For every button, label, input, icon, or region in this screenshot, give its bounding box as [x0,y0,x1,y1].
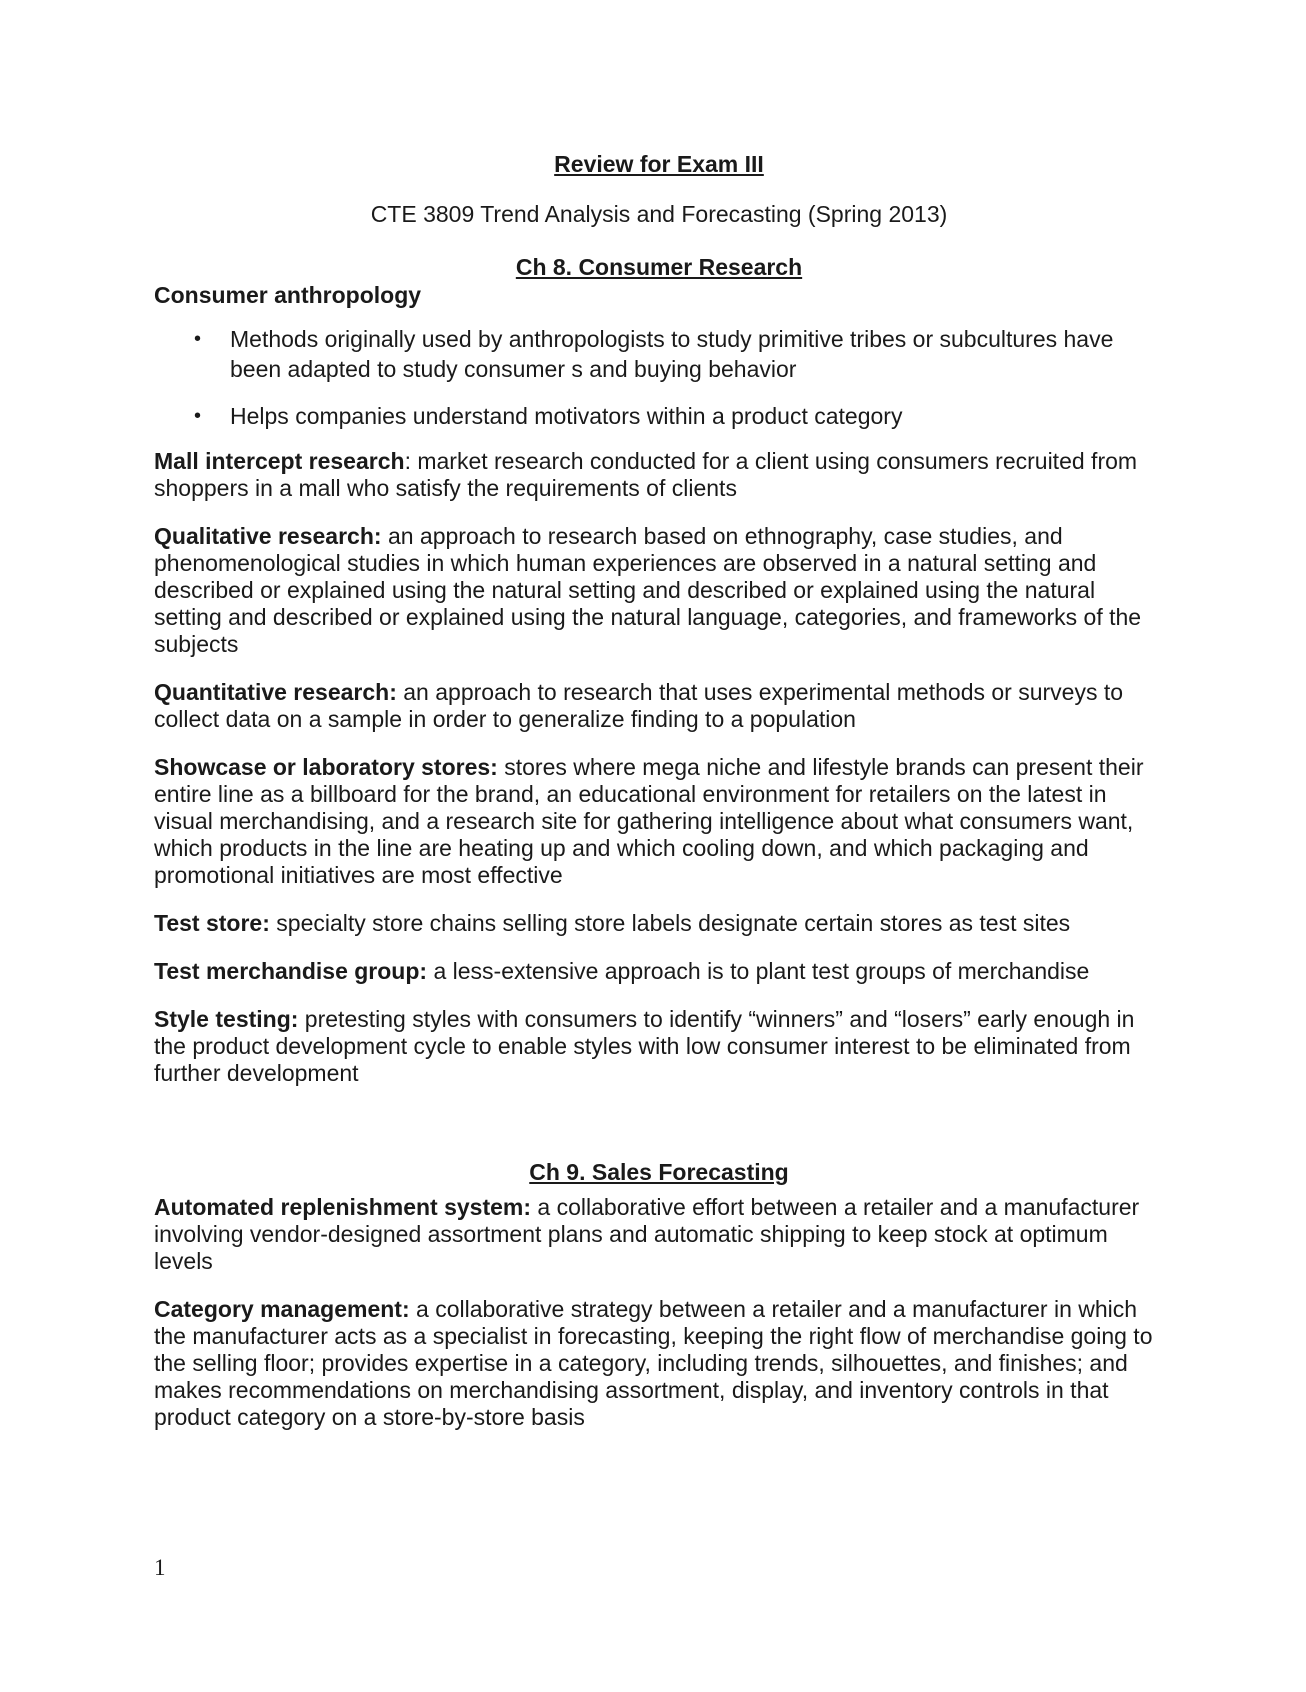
term-test-merchandise-group [154,958,1164,985]
document-title: Review for Exam III [554,151,764,177]
term-showcase-stores [154,754,1164,889]
document-content [154,150,1164,1452]
chapter-8-heading: Ch 8. Consumer Research [515,254,803,280]
term-name: Category management: [154,1296,410,1322]
term-name: Automated replenishment system: [154,1194,532,1220]
term-qualitative-research [154,523,1164,658]
term-name: Showcase or laboratory stores: [154,754,498,780]
term-name: Test merchandise group: [154,958,428,984]
term-definition: a less-extensive approach is to plant test groups of merchandise [427,958,1090,984]
chapter-9-section [154,1158,1164,1431]
list-item [154,324,1164,384]
list-item [154,401,1164,431]
term-definition: pretesting styles with consumers to identify “winners” and “losers” early enough in the product development cycle to enable styles with low consumer interest to be eliminated from further development [154,1006,1135,1086]
term-definition: an approach to research that uses experimental methods or surveys to collect data on a sample in order to generalize finding to a population [154,679,1124,732]
term-definition: an approach to research based on ethnography, case studies, and phenomenological studies in which human experiences are observed in a natural setting and described or explained using the natural setting and described or explained using the natural setting and described or explained using the natural language, categories, and frameworks of the subjects [154,523,1142,657]
term-category-management [154,1296,1164,1431]
consumer-anthropology-list [154,324,1164,431]
chapter-8-section [154,253,1164,1087]
consumer-anthropology-heading: Consumer anthropology [154,282,422,308]
term-test-store [154,910,1164,937]
term-definition: : market research conducted for a client using consumers recruited from shoppers in a mall who satisfy the requirements of clients [154,448,1138,501]
term-definition: a collaborative effort between a retailer and a manufacturer involving vendor-designed assortment plans and automatic shipping to keep stock at optimum levels [154,1194,1140,1274]
bullet-icon: • [194,405,202,427]
term-name: Mall intercept research [154,448,405,474]
term-quantitative-research [154,679,1164,733]
document-subtitle: CTE 3809 Trend Analysis and Forecasting (Spring 2013) [370,201,948,227]
bullet-text: Helps companies understand motivators within a product category [230,403,903,429]
chapter-9-heading: Ch 9. Sales Forecasting [529,1159,789,1185]
term-definition: stores where mega niche and lifestyle brands can present their entire line as a billboard for the brand, an educational environment for retailers on the latest in visual merchandising, and a research site for gathering intelligence about what consumers want, which products in the line are heating up and which cooling down, and which packaging and promotional initiatives are most effective [154,754,1144,888]
term-name: Quantitative research: [154,679,397,705]
term-name: Qualitative research: [154,523,382,549]
term-style-testing [154,1006,1164,1087]
term-definition: a collaborative strategy between a retailer and a manufacturer in which the manufacturer acts as a specialist in forecasting, keeping the right flow of merchandise going to the selling floor; provides expertise in a category, including trends, silhouettes, and finishes; and makes recommendations on merchandising assortment, display, and inventory controls in that product category on a store-by-store basis [154,1296,1153,1430]
term-automated-replenishment-system [154,1194,1164,1275]
bullet-icon: • [194,328,202,350]
bullet-text: Methods originally used by anthropologists to study primitive tribes or subcultures have been adapted to study consumer s and buying behavior [230,326,1114,382]
page-number: 1 [154,1555,166,1580]
term-name: Style testing: [154,1006,299,1032]
term-mall-intercept-research [154,448,1164,502]
term-definition: specialty store chains selling store labels designate certain stores as test sites [269,910,1071,936]
term-name: Test store: [154,910,270,936]
